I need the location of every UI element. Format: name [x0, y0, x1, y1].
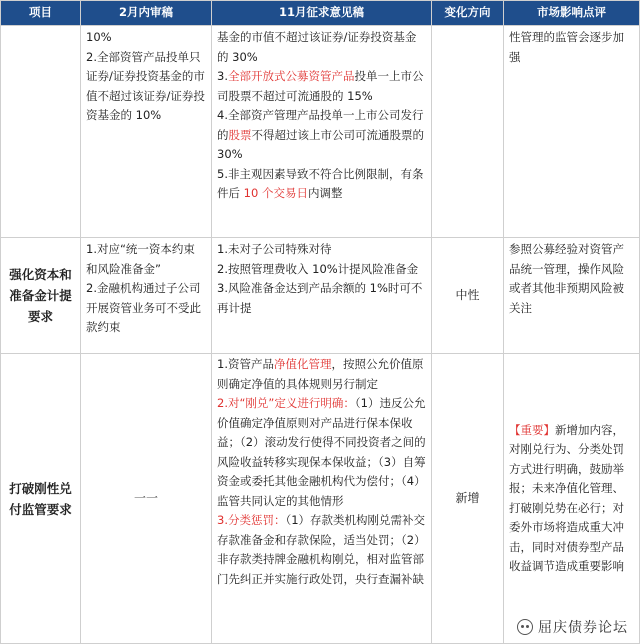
table-row [1, 26, 640, 238]
row-feb-cell: 一一 [81, 354, 212, 644]
nov-item [217, 394, 426, 511]
nov-item: 基金的市值不超过该证券/证券投资基金的 30% [217, 30, 417, 64]
row-feb-cell [81, 26, 212, 238]
nov-item-text: 1.资管产品 [217, 357, 274, 371]
nov-item-text: （1）违反公允价值确定净值原则对产品进行保本保收益；（2）滚动发行使得不同投资者之间的风险收益转移实现保本保收益；（3）自筹资金或委托其他金融机构代为偿付；（4）监管共同认定的其他情形 [217, 396, 426, 508]
row-comment: 性管理的监管会逐步加强 [504, 26, 640, 238]
header-nov-draft: 11月征求意见稿 [212, 1, 432, 26]
row-direction [432, 26, 504, 238]
header-feb-draft: 2月内审稿 [81, 1, 212, 26]
nov-item-highlight: 股票 [228, 127, 252, 142]
nov-item-text: 投单一上市公司股票不超过可流通股的 15% [217, 69, 424, 103]
header-direction: 变化方向 [432, 1, 504, 26]
nov-item-highlight: 10 个交易日 [243, 186, 308, 200]
header-project: 项目 [1, 1, 81, 26]
nov-item: 1.未对子公司特殊对待 [217, 242, 332, 256]
nov-item-highlight: 2.对“刚兑”定义进行明确： [217, 396, 355, 410]
nov-item-text: （1）存款类机构刚兑需补交存款准备金和存款保险，适当处罚；（2）非存款类持牌金融机构刚兑，相对监管部门先纠正并实施行政处罚，央行查漏补缺 [217, 513, 426, 586]
nov-item-text: ，按照公允价值原则确定净值的具体规则另行制定 [217, 357, 424, 391]
row-nov-cell [212, 238, 432, 354]
feb-item: 1.对应“统一资本约束和风险准备金” [86, 242, 195, 276]
comment-text: 新增加内容，对刚兑行为、分类处罚方式进行明确，鼓励举报；未来净值化管理、打破刚兑势在必行；对委外市场将造成重大冲击，同时对债券型产品收益调节造成重要影响 [509, 422, 624, 573]
nov-item [217, 165, 426, 204]
table-row [1, 238, 640, 354]
nov-item-highlight: 全部开放式公募资管产品 [227, 69, 355, 83]
row-comment [504, 354, 640, 644]
nov-item-text: 不得超过该上市公司可流通股票的 30% [217, 127, 424, 161]
nov-item [217, 511, 426, 589]
row-project: 打破刚性兑付监管要求 [1, 354, 81, 644]
nov-item-text: 4.全部资产管理产品投单一上市公司发行的 [217, 108, 424, 142]
row-direction: 中性 [432, 238, 504, 354]
nov-item [217, 355, 426, 394]
nov-item-num: 3. [217, 69, 228, 83]
row-nov-cell [212, 26, 432, 238]
wechat-icon [517, 619, 533, 635]
nov-item-text: 5.非主观因素导致不符合比例限制，有条件后 [217, 166, 424, 200]
feb-item: 10% [86, 30, 112, 44]
row-direction: 新增 [432, 354, 504, 644]
watermark [515, 617, 630, 637]
nov-item-text: 内调整 [307, 186, 343, 200]
table-row [1, 354, 640, 644]
watermark-text: 屈庆债券论坛 [538, 620, 628, 636]
row-comment: 参照公募经验对资管产品统一管理，操作风险或者其他非预期风险被关注 [504, 238, 640, 354]
nov-item [217, 106, 426, 165]
row-feb-cell [81, 238, 212, 354]
feb-item: 2.金融机构通过子公司开展资管业务可不受此款约束 [86, 281, 201, 334]
row-project [1, 26, 81, 238]
row-project: 强化资本和准备金计提要求 [1, 238, 81, 354]
important-tag: 【重要】 [509, 422, 555, 437]
row-nov-cell [212, 354, 432, 644]
nov-item: 3.风险准备金达到产品余额的 1%时可不再计提 [217, 281, 423, 315]
table-header-row [1, 1, 640, 26]
nov-item: 2.按照管理费收入 10%计提风险准备金 [217, 261, 419, 276]
nov-item-highlight: 3.分类惩罚： [217, 513, 286, 527]
header-market-comment: 市场影响点评 [504, 1, 640, 26]
nov-item-highlight: 净值化管理 [273, 357, 332, 371]
nov-item [217, 67, 426, 106]
feb-item: 2.全部资管产品投单只证券/证券投资基金的市值不超过该证券/证券投资基金的 10% [86, 49, 205, 122]
